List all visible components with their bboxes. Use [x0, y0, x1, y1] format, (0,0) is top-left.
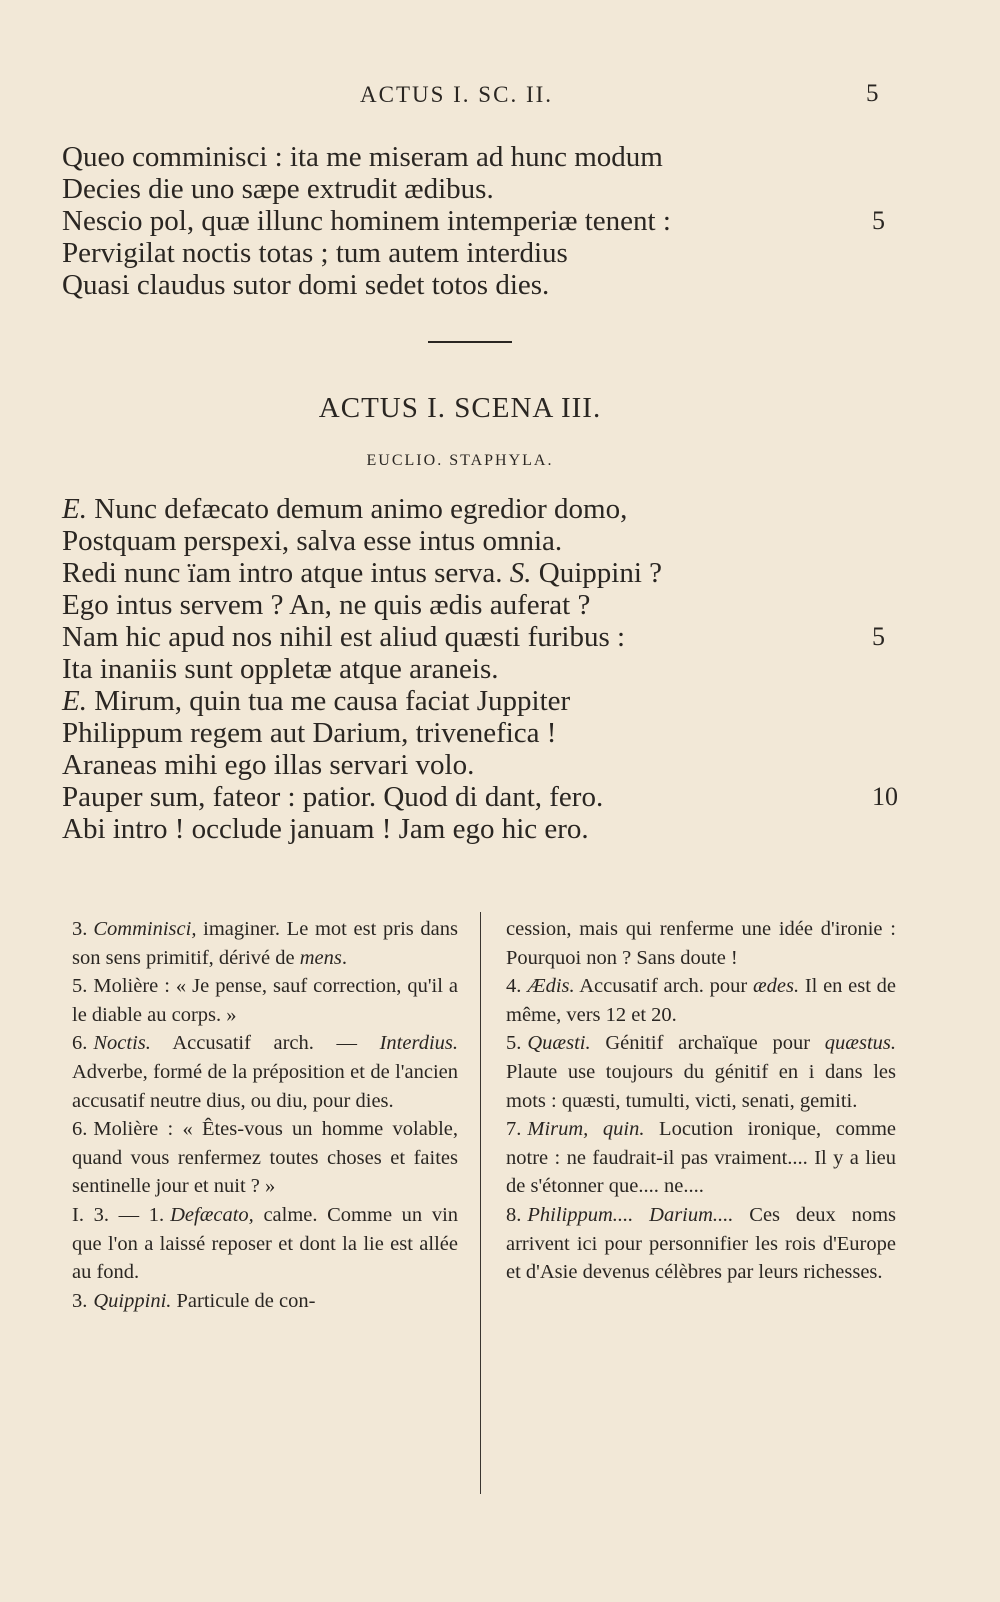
verse-text: Pauper sum, fateor : patior. Quod di dant, fero.	[62, 781, 604, 813]
verse-text: Philippum regem aut Darium, trivenefica !	[62, 717, 557, 749]
verse-text: Nam hic apud nos nihil est aliud quæsti furibus :	[62, 621, 626, 653]
footnote	[506, 915, 896, 972]
verse-line	[62, 205, 892, 237]
footnote-term: quæstus.	[824, 1032, 896, 1055]
footnote-number: 6.	[72, 1032, 88, 1055]
footnote-term: Quæsti.	[527, 1032, 591, 1055]
footnote-body: Il en est de même, vers 12 et 20.	[506, 975, 896, 1026]
verse-text: Quasi claudus sutor domi sedet totos dies.	[62, 269, 550, 301]
verse-text: Postquam perspexi, salva esse intus omnia.	[62, 525, 563, 557]
footnote-body: calme. Comme un vin que l'on a laissé reposer et dont la lie est allée au fond.	[72, 1203, 459, 1284]
verse-line	[62, 813, 892, 845]
verse-line	[62, 237, 892, 269]
verse-line	[62, 141, 892, 173]
line-number: 5	[872, 622, 885, 651]
footnote	[72, 915, 458, 972]
verse-line	[62, 173, 892, 205]
verse-line	[62, 621, 892, 653]
scene-characters: EUCLIO. STAPHYLA.	[366, 452, 554, 469]
line-number: 10	[872, 782, 898, 811]
footnote-number: 5.	[506, 1032, 522, 1055]
running-head: ACTUS I. SC. II.	[360, 82, 554, 107]
verse-line	[62, 685, 892, 717]
footnote-number: I. 3. — 1.	[72, 1203, 165, 1226]
footnote	[72, 972, 458, 1029]
footnote-body: Ces deux noms arrivent ici pour personnifier les rois d'Europe et d'Asie devenus célèbres par leurs richesses.	[506, 1203, 896, 1284]
footnote-term: Mirum, quin.	[527, 1118, 645, 1141]
verse-block-scene-2	[62, 141, 892, 301]
footnote-number: 4.	[506, 975, 522, 998]
footnote-body: cession, mais qui renferme une idée d'ironie : Pourquoi non ? Sans doute !	[506, 918, 896, 969]
footnote-term: mens	[299, 946, 342, 969]
footnote-term: Noctis.	[93, 1032, 151, 1055]
speaker-abbrev: S.	[509, 557, 532, 589]
footnote-number: 5.	[72, 975, 88, 998]
footnote-term: Quippini.	[93, 1289, 172, 1312]
footnote-body: Génitif archaïque pour	[590, 1032, 825, 1055]
footnote-body: Adverbe, formé de la préposition et de l'ancien accusatif neutre dius, ou diu, pour dies.	[72, 1060, 458, 1112]
footnote-body: Locution ironique, comme notre : ne faudrait-il pas vraiment.... Il y a lieu de s'étonner que.... ne....	[506, 1118, 897, 1198]
footnote-number: 7.	[506, 1118, 522, 1141]
footnote	[506, 972, 896, 1029]
verse-text: Ego intus servem ? An, ne quis ædis auferat ?	[62, 589, 591, 621]
footnote-number: 6.	[72, 1118, 88, 1141]
footnote-body: Molière : « Êtes-vous un homme volable, quand vous renfermez toutes choses et faites sentinelle jour et nuit ? »	[72, 1118, 458, 1198]
footnote-term: Comminisci,	[93, 918, 197, 940]
verse-line	[62, 589, 892, 621]
verse-text: Araneas mihi ego illas servari volo.	[62, 749, 475, 781]
footnote-body: .	[341, 946, 347, 969]
verse-text: Quippini ?	[531, 557, 663, 589]
speaker-abbrev: E.	[62, 685, 87, 717]
verse-text: Ita inaniis sunt oppletæ atque araneis.	[62, 653, 499, 685]
column-divider	[480, 912, 481, 1494]
footnote	[72, 1287, 458, 1316]
footnote-number: 8.	[506, 1203, 522, 1226]
verse-text: Pervigilat noctis totas ; tum autem interdius	[62, 237, 568, 269]
verse-text: Decies die uno sæpe extrudit ædibus.	[62, 173, 494, 205]
footnote-body: Particule de con-	[171, 1289, 316, 1312]
footnote	[72, 1201, 458, 1287]
footnote-term: ædes.	[752, 975, 800, 998]
verse-line	[62, 269, 892, 301]
verse-text: Nescio pol, quæ illunc hominem intemperiæ tenent :	[62, 205, 671, 237]
footnote-term: Defæcato,	[170, 1203, 254, 1226]
footnote	[506, 1201, 896, 1287]
footnote-body: Accusatif arch. —	[150, 1032, 380, 1055]
footnote-term: Philippum.... Darium....	[527, 1203, 734, 1226]
footnote-term: Interdius.	[379, 1032, 458, 1055]
verse-line	[62, 717, 892, 749]
verse-line	[62, 557, 892, 589]
verse-line	[62, 525, 892, 557]
footnote-term: Ædis.	[527, 975, 575, 998]
line-number: 5	[872, 206, 885, 235]
footnotes-right-column	[506, 915, 896, 1287]
verse-line	[62, 493, 892, 525]
verse-text: Abi intro ! occlude januam ! Jam ego hic ero.	[62, 813, 589, 845]
footnote	[72, 1029, 458, 1115]
footnote	[72, 1115, 458, 1201]
verse-line	[62, 653, 892, 685]
footnote-body: Plaute use toujours du génitif en i dans les mots : quæsti, tumulti, victi, senati, gemiti.	[506, 1060, 896, 1112]
page-number: 5	[866, 80, 879, 107]
footnote	[506, 1029, 896, 1115]
scene-title: ACTUS I. SCENA III.	[318, 392, 602, 424]
footnote-body: Molière : « Je pense, sauf correction, qu'il a le diable au corps. »	[72, 975, 458, 1026]
speaker-abbrev: E.	[62, 493, 87, 525]
section-divider-rule	[428, 341, 512, 343]
verse-line	[62, 781, 898, 813]
verse-text: Nunc defæcato demum animo egredior domo,	[86, 493, 628, 525]
verse-text: Queo comminisci : ita me miseram ad hunc modum	[62, 141, 663, 173]
footnote-body: Accusatif arch. pour	[574, 975, 753, 998]
verse-text: Mirum, quin tua me causa faciat Juppiter	[86, 685, 571, 717]
footnote-number: 3.	[72, 1289, 88, 1312]
footnotes-left-column	[72, 915, 458, 1315]
verse-line	[62, 749, 892, 781]
footnote	[506, 1115, 896, 1201]
footnote-body: imaginer. Le mot est pris dans son sens primitif, dérivé de	[72, 918, 458, 969]
verse-text: Redi nunc ïam intro atque intus serva.	[62, 557, 510, 589]
footnote-number: 3.	[72, 918, 88, 940]
verse-block-scene-3	[62, 493, 898, 845]
